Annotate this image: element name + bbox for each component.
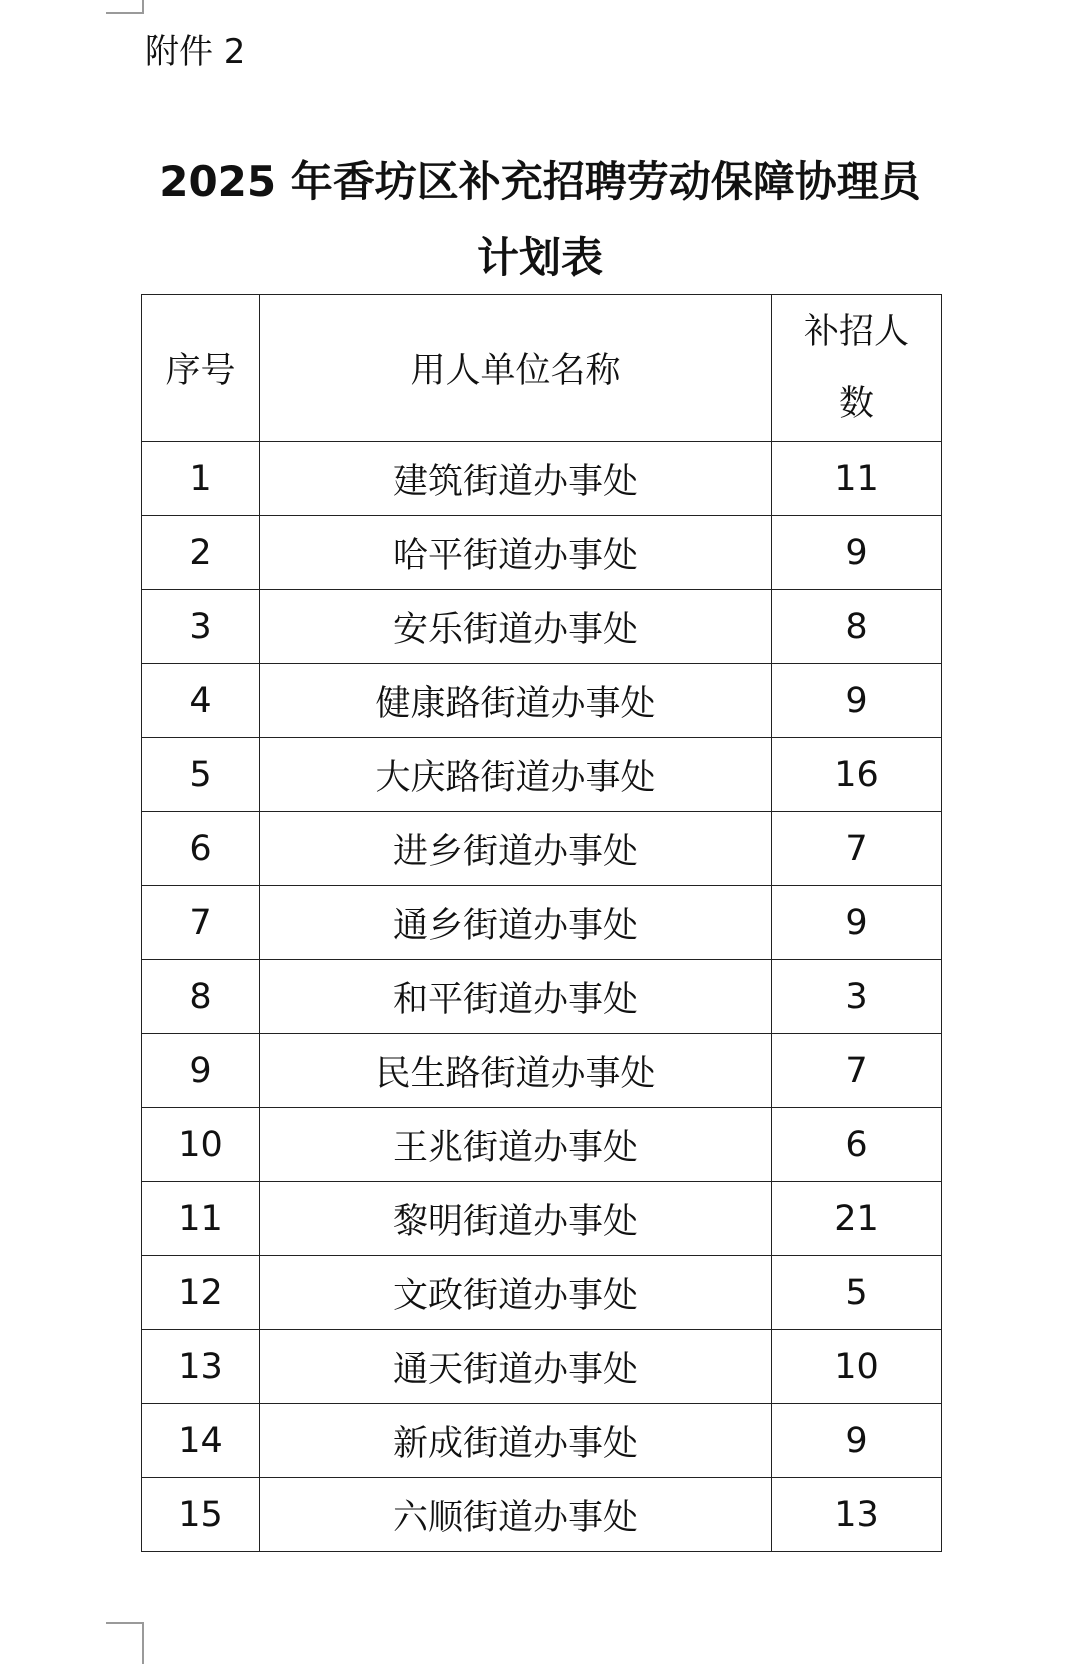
table-row xyxy=(142,1182,942,1256)
table-row xyxy=(142,1330,942,1404)
cell-recruit-count: 5 xyxy=(772,1256,942,1330)
cell-unit-name: 王兆街道办事处 xyxy=(260,1108,772,1182)
cell-serial-number: 10 xyxy=(142,1108,260,1182)
cell-unit-name: 通乡街道办事处 xyxy=(260,886,772,960)
cell-recruit-count: 21 xyxy=(772,1182,942,1256)
cell-unit-name: 健康路街道办事处 xyxy=(260,664,772,738)
cell-serial-number: 14 xyxy=(142,1404,260,1478)
cell-serial-number: 15 xyxy=(142,1478,260,1552)
table-row xyxy=(142,1108,942,1182)
cell-recruit-count: 11 xyxy=(772,442,942,516)
cell-recruit-count: 9 xyxy=(772,1404,942,1478)
cell-serial-number: 7 xyxy=(142,886,260,960)
crop-mark-bottom xyxy=(106,1622,144,1664)
cell-recruit-count: 8 xyxy=(772,590,942,664)
cell-recruit-count: 9 xyxy=(772,886,942,960)
cell-recruit-count: 13 xyxy=(772,1478,942,1552)
cell-serial-number: 9 xyxy=(142,1034,260,1108)
table-row xyxy=(142,738,942,812)
cell-unit-name: 安乐街道办事处 xyxy=(260,590,772,664)
cell-unit-name: 哈平街道办事处 xyxy=(260,516,772,590)
cell-recruit-count: 7 xyxy=(772,1034,942,1108)
cell-serial-number: 8 xyxy=(142,960,260,1034)
table-row xyxy=(142,1404,942,1478)
document-title-line-2: 计划表 xyxy=(476,233,603,282)
cell-unit-name: 进乡街道办事处 xyxy=(260,812,772,886)
cell-recruit-count: 6 xyxy=(772,1108,942,1182)
cell-unit-name: 六顺街道办事处 xyxy=(260,1478,772,1552)
table-row xyxy=(142,886,942,960)
attachment-label: 附件 2 xyxy=(145,32,246,72)
cell-serial-number: 5 xyxy=(142,738,260,812)
cell-serial-number: 12 xyxy=(142,1256,260,1330)
cell-unit-name: 和平街道办事处 xyxy=(260,960,772,1034)
cell-recruit-count: 9 xyxy=(772,516,942,590)
cell-serial-number: 3 xyxy=(142,590,260,664)
table-row xyxy=(142,1034,942,1108)
table-row xyxy=(142,1478,942,1552)
table-row xyxy=(142,664,942,738)
cell-serial-number: 11 xyxy=(142,1182,260,1256)
cell-serial-number: 13 xyxy=(142,1330,260,1404)
cell-unit-name: 民生路街道办事处 xyxy=(260,1034,772,1108)
crop-mark-top xyxy=(106,0,144,14)
cell-recruit-count: 3 xyxy=(772,960,942,1034)
cell-unit-name: 新成街道办事处 xyxy=(260,1404,772,1478)
cell-unit-name: 文政街道办事处 xyxy=(260,1256,772,1330)
cell-serial-number: 1 xyxy=(142,442,260,516)
table-header-row xyxy=(142,295,942,442)
cell-recruit-count: 16 xyxy=(772,738,942,812)
table-row xyxy=(142,590,942,664)
recruitment-plan-table xyxy=(141,294,942,1552)
cell-serial-number: 6 xyxy=(142,812,260,886)
header-unit-name: 用人单位名称 xyxy=(260,295,772,442)
cell-unit-name: 通天街道办事处 xyxy=(260,1330,772,1404)
table-row xyxy=(142,812,942,886)
table-row xyxy=(142,1256,942,1330)
table-row xyxy=(142,516,942,590)
cell-unit-name: 建筑街道办事处 xyxy=(260,442,772,516)
cell-serial-number: 2 xyxy=(142,516,260,590)
cell-recruit-count: 9 xyxy=(772,664,942,738)
cell-recruit-count: 10 xyxy=(772,1330,942,1404)
cell-unit-name: 黎明街道办事处 xyxy=(260,1182,772,1256)
header-recruit-count xyxy=(772,295,942,442)
header-recruit-count-label: 补招人数 xyxy=(803,312,909,424)
cell-recruit-count: 7 xyxy=(772,812,942,886)
header-serial-number: 序号 xyxy=(142,295,260,442)
table-row xyxy=(142,960,942,1034)
cell-unit-name: 大庆路街道办事处 xyxy=(260,738,772,812)
table-row xyxy=(142,442,942,516)
cell-serial-number: 4 xyxy=(142,664,260,738)
document-title-line-1: 2025 年香坊区补充招聘劳动保障协理员 xyxy=(159,157,921,206)
